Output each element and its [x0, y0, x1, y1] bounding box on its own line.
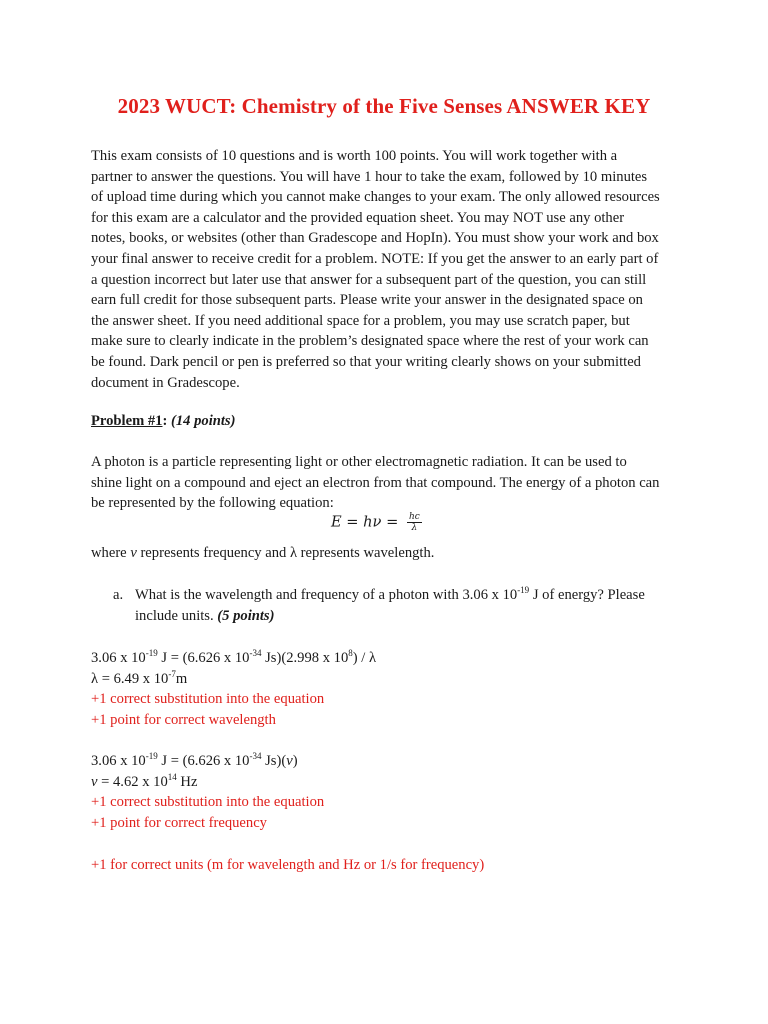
exponent: -34 [249, 751, 262, 762]
instruction-line: be found. Dark pencil or pen is preferred so that your writing clearly shows on your submitted [91, 353, 641, 370]
problem-colon: : [162, 413, 168, 429]
instruction-line: for this exam are a calculator and the provided equation sheet. You may NOT use any other [91, 209, 625, 226]
units-rubric [91, 855, 691, 876]
answer-text: J = (6.626 x 10 [157, 753, 250, 769]
part-marker: a. [113, 587, 124, 603]
rubric-line: +1 correct substitution into the equation [91, 691, 325, 708]
rubric-line: +1 correct substitution into the equation [91, 794, 325, 811]
answer-line [91, 772, 691, 793]
where-suffix: represents frequency and λ represents wavelength. [136, 545, 435, 561]
answer-text: ) [292, 753, 298, 769]
definition-line [91, 543, 691, 564]
instruction-line: partner to answer the questions. You will have 1 hour to take the exam, followed by 10 minutes [91, 168, 648, 185]
rubric-line: +1 for correct units (m for wavelength and Hz or 1/s for frequency) [91, 857, 485, 873]
instruction-line: a question incorrect but later use that answer for a subsequent part of the question, you can still [91, 271, 647, 288]
equation-lhs: E = hν = [331, 513, 399, 531]
answer-text: J = (6.626 x 10 [157, 650, 250, 666]
description-line: shine light on a compound and eject an electron from that compound. The energy of a photon can [91, 474, 660, 491]
answer-text: Js)(2.998 x 10 [261, 650, 349, 666]
nu-symbol: ν [91, 773, 98, 790]
exponent: -19 [145, 751, 158, 762]
answer-text: = 4.62 x 10 [97, 773, 168, 790]
rubric-line: +1 point for correct wavelength [91, 711, 276, 728]
exponent: -19 [517, 585, 530, 596]
rubric-line: +1 point for correct frequency [91, 814, 267, 831]
problem-heading [91, 411, 235, 432]
equation-fraction [407, 512, 422, 533]
answer-text: ) / λ [352, 650, 377, 666]
question-line1-post: J of energy? Please [529, 587, 645, 603]
question-line1-pre: What is the wavelength and frequency of a photon with 3.06 x 10 [135, 587, 518, 603]
instruction-line: the answer sheet. If you need additional space for a problem, you may use scratch paper, but [91, 312, 630, 329]
instruction-line: document in Gradescope. [91, 374, 240, 391]
problem-points: (14 points) [171, 413, 236, 429]
answer-text: Hz [176, 773, 198, 790]
frequency-answer [91, 751, 691, 833]
nu-symbol: ν [130, 545, 137, 561]
where-prefix: where [91, 545, 131, 561]
instruction-line: earn full credit for those subsequent parts. Please write your answer in the designated space on [91, 292, 643, 309]
fraction-numerator: hc [408, 512, 420, 522]
exponent: -7 [168, 668, 176, 679]
photon-energy-equation [331, 512, 422, 533]
description-line: A photon is a particle representing light or other electromagnetic radiation. It can be used to [91, 454, 627, 470]
answer-line [91, 648, 691, 669]
problem-description [91, 452, 691, 514]
description-line: be represented by the following equation: [91, 495, 334, 512]
question-line [135, 606, 683, 627]
exponent: 14 [167, 771, 177, 782]
variable-definition [91, 543, 691, 564]
question-line2: include units. [135, 607, 218, 624]
exponent: -34 [249, 648, 262, 659]
exponent: 8 [348, 648, 353, 659]
answer-text: λ = 6.49 x 10 [91, 670, 169, 687]
exponent: -19 [145, 648, 158, 659]
question-line [135, 585, 683, 606]
question-text [135, 585, 683, 626]
instruction-line: make sure to clearly indicate in the problem’s designated space where the rest of your work can [91, 333, 649, 350]
answer-text: 3.06 x 10 [91, 753, 146, 769]
instruction-line: notes, books, or websites (other than Gradescope and HopIn). You must show your work and box [91, 230, 659, 247]
answer-text: 3.06 x 10 [91, 650, 146, 666]
fraction-denominator: λ [411, 523, 418, 533]
instruction-line: of upload time during which you cannot make changes to your exam. The only allowed resources [91, 189, 660, 206]
answer-text: Js)( [261, 753, 287, 769]
nu-symbol: ν [286, 753, 293, 769]
wavelength-answer [91, 648, 691, 730]
exam-instructions [91, 146, 691, 393]
instruction-line: This exam consists of 10 questions and is worth 100 points. You will work together with a [91, 148, 618, 164]
problem-title: Problem #1 [91, 413, 163, 429]
answer-line [91, 669, 691, 690]
question-points: (5 points) [217, 607, 275, 624]
answer-text: m [175, 670, 188, 687]
instruction-line: your final answer to receive credit for a problem. NOTE: If you get the answer to an early part of [91, 250, 659, 267]
page-title: 2023 WUCT: Chemistry of the Five Senses ANSWER KEY [117, 94, 651, 118]
answer-line [91, 751, 691, 772]
